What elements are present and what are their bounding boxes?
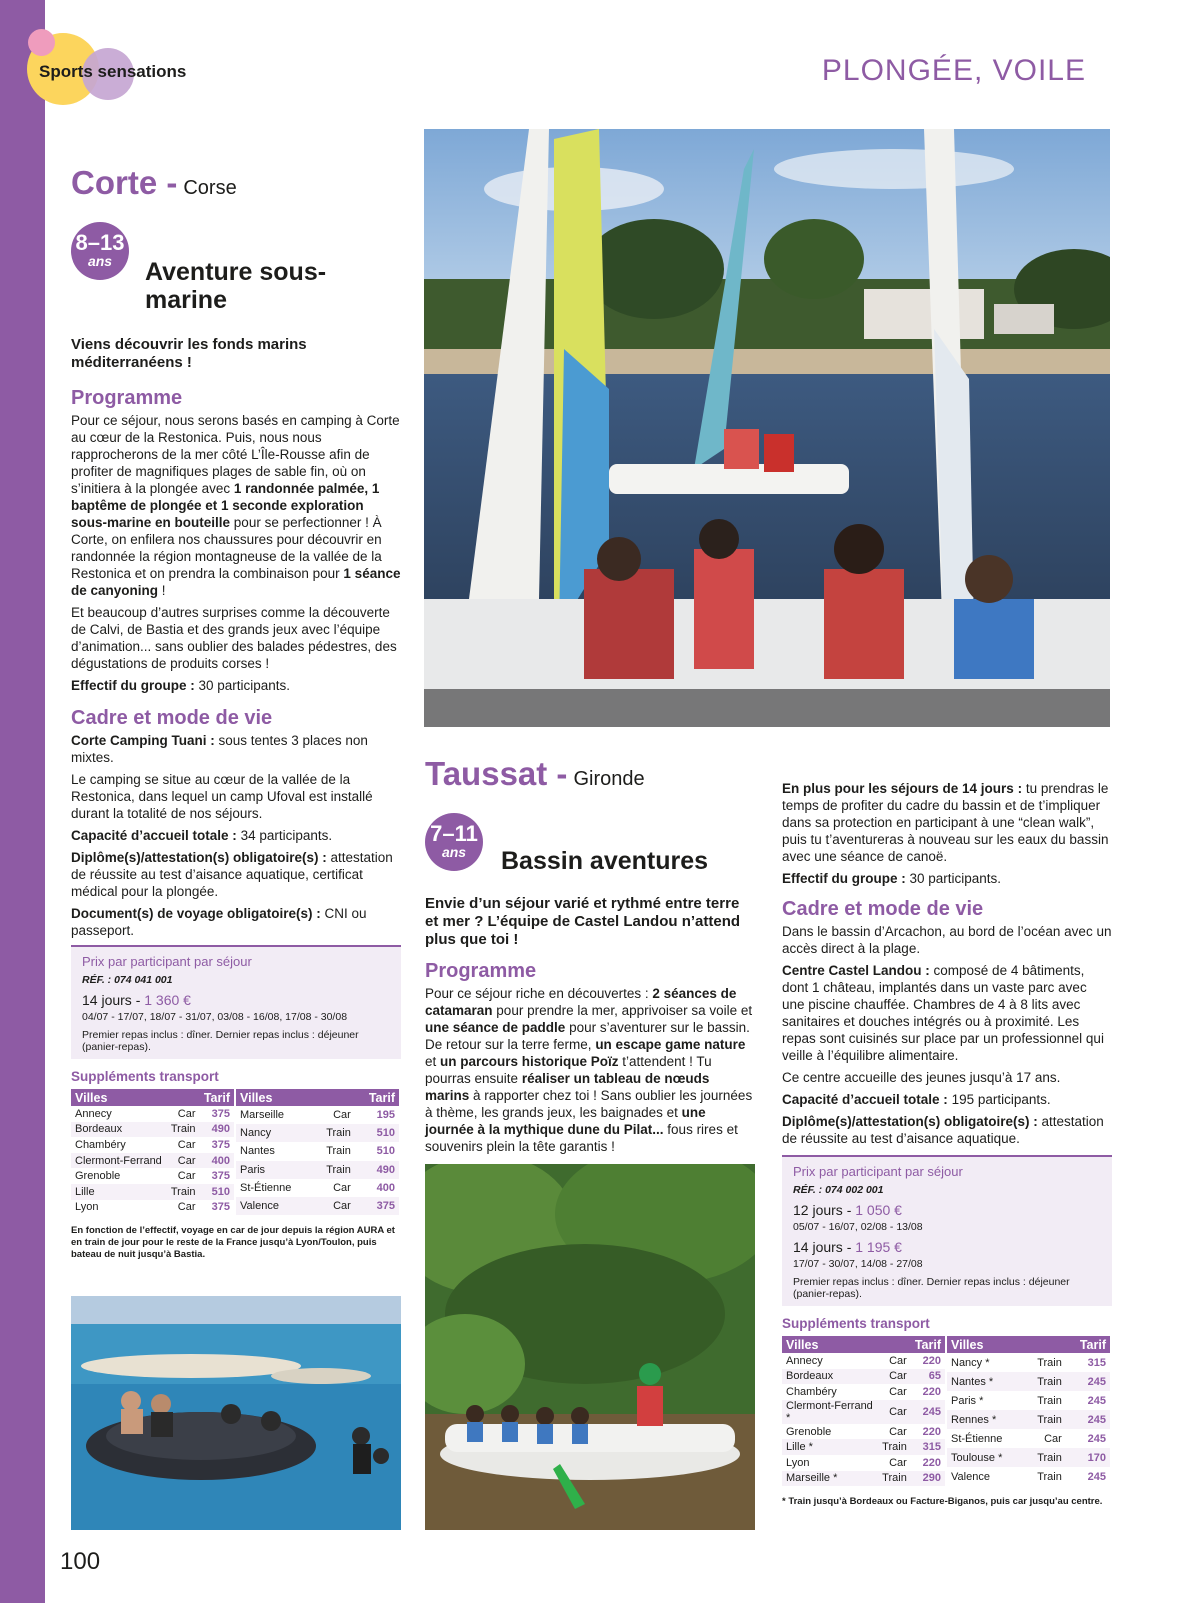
age-badge bbox=[71, 222, 129, 280]
cell-mode: Car bbox=[177, 1138, 196, 1151]
category-label: Sports sensations bbox=[39, 62, 187, 81]
cell-price: 290 bbox=[911, 1471, 945, 1487]
cell-price: 170 bbox=[1066, 1448, 1110, 1467]
cell-price: 375 bbox=[211, 1201, 230, 1214]
table-row bbox=[236, 1106, 399, 1124]
sailing-photo bbox=[424, 129, 1110, 727]
cell-mode: Train bbox=[326, 1145, 351, 1158]
cell-city: Chambéry bbox=[75, 1138, 126, 1151]
col-header-price: Tarif bbox=[1066, 1336, 1110, 1353]
group-label: Effectif du groupe : bbox=[782, 871, 906, 886]
cell-price: 510 bbox=[355, 1124, 399, 1142]
age-unit: ans bbox=[441, 844, 467, 860]
centre-age-note: Ce centre accueille des jeunes jusqu’à 17 ans. bbox=[782, 1070, 1061, 1085]
transport-title: Suppléments transport bbox=[71, 1069, 219, 1084]
cell-city: Lille bbox=[71, 1184, 167, 1200]
offer-price: 1 195 € bbox=[855, 1239, 902, 1255]
cell-city: Valence bbox=[236, 1197, 313, 1215]
page-number: 100 bbox=[60, 1548, 101, 1575]
cell-city: Toulouse * bbox=[947, 1448, 1024, 1467]
cell-mode: Car bbox=[333, 1109, 351, 1122]
cadre-heading: Cadre et mode de vie bbox=[71, 707, 273, 729]
table-row bbox=[236, 1124, 399, 1142]
destination-title-taussat bbox=[425, 756, 755, 797]
table-row bbox=[782, 1369, 945, 1385]
cell-price: 510 bbox=[200, 1184, 234, 1200]
cell-city: Paris * bbox=[951, 1394, 984, 1407]
cell-price: 245 bbox=[1087, 1432, 1106, 1445]
cell-mode: Train bbox=[1024, 1372, 1066, 1391]
cell-price: 375 bbox=[211, 1107, 230, 1120]
capacity-value: 34 participants. bbox=[236, 828, 333, 843]
cell-city: Annecy bbox=[75, 1107, 112, 1120]
cell-mode: Car bbox=[889, 1385, 907, 1398]
offer-dates: 17/07 - 30/07, 14/08 - 27/08 bbox=[793, 1258, 923, 1270]
cell-mode: Car bbox=[177, 1107, 196, 1120]
cell-mode: Train bbox=[1037, 1470, 1062, 1483]
cell-city: Valence bbox=[951, 1470, 990, 1483]
cell-city: Lille * bbox=[782, 1439, 878, 1455]
transport-table-right bbox=[947, 1336, 1110, 1486]
cell-city: Nantes bbox=[240, 1145, 275, 1158]
cell-city: Bordeaux bbox=[71, 1122, 167, 1138]
table-row bbox=[71, 1122, 234, 1138]
destination-region: Gironde bbox=[573, 768, 645, 790]
transport-tables bbox=[71, 1089, 401, 1215]
cell-price: 375 bbox=[355, 1197, 399, 1215]
badge-circle-pink bbox=[28, 29, 55, 56]
cell-mode: Car bbox=[333, 1181, 351, 1194]
offer-duration: 14 jours - bbox=[82, 992, 145, 1008]
cell-mode: Car bbox=[313, 1197, 355, 1215]
programme-heading: Programme bbox=[71, 387, 183, 409]
cell-city: Annecy bbox=[786, 1354, 823, 1367]
table-row bbox=[71, 1137, 234, 1153]
table-row bbox=[947, 1391, 1110, 1410]
capacity-label: Capacité d’accueil totale : bbox=[71, 828, 237, 843]
cell-city: Rennes * bbox=[947, 1410, 1024, 1429]
table-row bbox=[947, 1429, 1110, 1448]
centre-value: composé de 4 bâtiments, dont 1 château, implantés dans un vaste parc avec une piscine chauffée. Chambres de 4 à 8 lits avec sanitaires et douches intégrés ou à proximité. Les repas sont cuisinés sur place par un professionnel qui veille à l’équilibre alimentaire. bbox=[782, 963, 1104, 1063]
table-row bbox=[782, 1471, 945, 1487]
cell-city: Clermont-Ferrand * bbox=[782, 1400, 878, 1424]
cell-price: 245 bbox=[1087, 1470, 1106, 1483]
cell-city: Marseille * bbox=[782, 1471, 878, 1487]
price-offer bbox=[793, 1239, 1104, 1255]
cell-mode: Train bbox=[313, 1161, 355, 1179]
table-row bbox=[71, 1106, 234, 1122]
price-box bbox=[71, 945, 401, 1059]
programme-text: Pour ce séjour riche en découvertes : 2 séances de catamaran pour prendre la mer, apprivoiser sa voile et une séance de paddle pour s’aventurer sur le bassin. De retour sur la terre ferme, un escape game nature et un parcours historique Poïz t’attendent ! Tu pourras ensuite réaliser un tableau de nœuds marins à rapporter chez toi ! Sans oublier les journées à thème, les grands jeux, les baignades et une journée à la mythique dune du Pilat... fous rires et souvenirs plein la tête garantis ! bbox=[425, 986, 753, 1154]
cell-mode: Train bbox=[878, 1471, 911, 1487]
stay-title: Bassin aventures bbox=[501, 847, 709, 875]
price-title: Prix par participant par séjour bbox=[82, 954, 252, 969]
cell-city: Nancy bbox=[236, 1124, 313, 1142]
cell-mode: Car bbox=[177, 1170, 196, 1183]
cadre-description: Dans le bassin d’Arcachon, au bord de l’océan avec un accès direct à la plage. bbox=[782, 924, 1112, 956]
cell-price: 490 bbox=[200, 1122, 234, 1138]
cell-city: Clermont-Ferrand bbox=[71, 1153, 167, 1169]
price-title: Prix par participant par séjour bbox=[793, 1164, 963, 1179]
table-row bbox=[71, 1184, 234, 1200]
cell-price: 245 bbox=[1066, 1372, 1110, 1391]
cell-price: 510 bbox=[376, 1145, 395, 1158]
cell-city: Grenoble bbox=[75, 1170, 121, 1183]
cell-city: Chambéry bbox=[786, 1385, 837, 1398]
diploma-label: Diplôme(s)/attestation(s) obligatoire(s) : bbox=[782, 1114, 1038, 1129]
destination-region: Corse bbox=[183, 177, 237, 199]
cell-mode: Car bbox=[177, 1201, 196, 1214]
cell-price: 220 bbox=[922, 1425, 941, 1438]
cell-price: 315 bbox=[1087, 1356, 1106, 1369]
cell-price: 220 bbox=[922, 1456, 941, 1469]
price-ref: RÉF. : 074 002 001 bbox=[793, 1184, 884, 1196]
col-header-price: Tarif bbox=[911, 1336, 945, 1353]
offer-price: 1 050 € bbox=[855, 1202, 902, 1218]
table-row bbox=[71, 1200, 234, 1216]
cell-mode: Train bbox=[878, 1439, 911, 1455]
cell-mode: Car bbox=[1044, 1432, 1062, 1445]
offer-duration: 12 jours - bbox=[793, 1202, 856, 1218]
cell-mode: Car bbox=[889, 1425, 907, 1438]
table-row bbox=[782, 1400, 945, 1424]
age-range: 7–11 bbox=[430, 821, 478, 846]
age-range: 8–13 bbox=[75, 230, 125, 255]
cell-city: Paris bbox=[236, 1161, 313, 1179]
camp-label: Corte Camping Tuani : bbox=[71, 733, 215, 748]
cell-price: 220 bbox=[922, 1385, 941, 1398]
cell-city: St-Étienne bbox=[240, 1181, 292, 1194]
col-header-cities: Villes bbox=[782, 1336, 911, 1353]
price-box bbox=[782, 1155, 1112, 1306]
cell-city: Bordeaux bbox=[782, 1369, 878, 1385]
cell-mode: Train bbox=[167, 1184, 200, 1200]
camp-value: sous tentes 3 places non mixtes. bbox=[71, 733, 368, 765]
offer-dates: 04/07 - 17/07, 18/07 - 31/07, 03/08 - 16/08, 17/08 - 30/08 bbox=[82, 1011, 348, 1023]
transport-table-left bbox=[782, 1336, 945, 1486]
cell-price: 375 bbox=[211, 1170, 230, 1183]
programme-text: Pour ce séjour, nous serons basés en camping à Corte au cœur de la Restonica. Puis, nous nous rapprocherons de la mer côté L’Île-Rousse afin de profiter de magnifiques plages de sable fin, où on s’initiera à la plongée avec 1 randonnée palmée, 1 baptême de plongée et 1 seconde exploration sous-marine en bouteille pour se perfectionner ! À Corte, on enfilera nos chaussures pour découvrir en randonnée la région montagneuse de la vallée de la Restonica et on prendra la combinaison pour 1 séance de canyoning ! bbox=[71, 413, 401, 598]
cell-mode: Car bbox=[889, 1354, 907, 1367]
section-title: PLONGÉE, VOILE bbox=[821, 54, 1086, 87]
category-badge bbox=[25, 26, 225, 110]
cadre-heading: Cadre et mode de vie bbox=[782, 898, 984, 920]
table-row bbox=[71, 1168, 234, 1184]
stay-intro: Envie d’un séjour varié et rythmé entre terre et mer ? L’équipe de Castel Landou n’attend plus que toi ! bbox=[425, 895, 741, 948]
cell-city: Grenoble bbox=[786, 1425, 832, 1438]
programme-heading: Programme bbox=[425, 960, 537, 982]
cell-price: 490 bbox=[355, 1161, 399, 1179]
table-row bbox=[947, 1353, 1110, 1372]
group-value: 30 participants. bbox=[905, 871, 1002, 886]
col-header-cities: Villes bbox=[947, 1336, 1066, 1353]
stay-title: Aventure sous-marine bbox=[145, 258, 327, 314]
transport-table-left bbox=[71, 1089, 234, 1215]
transport-note: En fonction de l’effectif, voyage en car de jour depuis la région AURA et en train de jour pour le reste de la France jusqu’à Lyon/Toulon, puis bateau de nuit jusqu’à Bastia. bbox=[71, 1225, 395, 1261]
cell-price: 315 bbox=[911, 1439, 945, 1455]
cell-mode: Train bbox=[313, 1124, 355, 1142]
cell-mode: Train bbox=[1024, 1410, 1066, 1429]
canoe-photo bbox=[425, 1164, 755, 1530]
taussat-column bbox=[425, 756, 755, 1160]
group-value: 30 participants. bbox=[194, 678, 291, 693]
transport-title: Suppléments transport bbox=[782, 1316, 930, 1331]
cell-city: Lyon bbox=[786, 1456, 810, 1469]
camp-description: Le camping se situe au cœur de la vallée de la Restonica, dans lequel un camp Ufoval est installé durant la totalité de nos séjours. bbox=[71, 772, 373, 821]
table-row bbox=[236, 1142, 399, 1160]
offer-dates: 05/07 - 16/07, 02/08 - 13/08 bbox=[793, 1221, 923, 1233]
centre-label: Centre Castel Landou : bbox=[782, 963, 930, 978]
cell-price: 400 bbox=[376, 1181, 395, 1194]
col-header-cities: Villes bbox=[236, 1089, 355, 1106]
age-unit: ans bbox=[87, 253, 113, 269]
table-row bbox=[947, 1372, 1110, 1391]
extra-14-days: En plus pour les séjours de 14 jours : tu prendras le temps de profiter du cadre du bassin et de t’impliquer dans sa protection en participant à une “clean walk”, puis tu t’aventureras à nouveau sur les eaux du bassin avec une séance de canoë. bbox=[782, 781, 1109, 864]
cell-price: 220 bbox=[922, 1354, 941, 1367]
destination-title-corte bbox=[71, 165, 401, 206]
programme-extra: Et beaucoup d’autres surprises comme la découverte de Calvi, de Bastia et des grands jeux avec l’équipe d’animation... sans oublier des balades pédestres, des dégustations de produits corses ! bbox=[71, 605, 397, 671]
table-row bbox=[236, 1179, 399, 1197]
col-header-price: Tarif bbox=[200, 1089, 234, 1106]
table-row bbox=[782, 1455, 945, 1471]
transport-table-right bbox=[236, 1089, 399, 1215]
diving-photo bbox=[71, 1296, 401, 1530]
cell-mode: Train bbox=[1037, 1356, 1062, 1369]
taussat-column-2 bbox=[782, 780, 1112, 1508]
capacity-value: 195 participants. bbox=[947, 1092, 1051, 1107]
corte-column bbox=[71, 165, 401, 1261]
table-row bbox=[947, 1467, 1110, 1486]
table-row bbox=[947, 1410, 1110, 1429]
group-label: Effectif du groupe : bbox=[71, 678, 195, 693]
cell-price: 65 bbox=[911, 1369, 945, 1385]
cell-price: 375 bbox=[211, 1138, 230, 1151]
offer-price: 1 360 € bbox=[144, 992, 191, 1008]
cell-mode: Car bbox=[878, 1400, 911, 1424]
price-offer bbox=[82, 992, 393, 1008]
diploma-value: attestation de réussite au test d’aisance aquatique, certificat médical pour la plongée. bbox=[71, 850, 393, 899]
stay-intro: Viens découvrir les fonds marins méditerranéens ! bbox=[71, 336, 307, 371]
meal-note: Premier repas inclus : dîner. Dernier repas inclus : déjeuner (panier-repas). bbox=[82, 1029, 359, 1053]
transport-tables bbox=[782, 1336, 1112, 1486]
cell-mode: Car bbox=[889, 1456, 907, 1469]
cell-mode: Train bbox=[167, 1122, 200, 1138]
documents-value: CNI ou passeport. bbox=[71, 906, 367, 938]
cell-mode: Car bbox=[167, 1153, 200, 1169]
cell-price: 245 bbox=[1087, 1394, 1106, 1407]
cell-mode: Train bbox=[1024, 1448, 1066, 1467]
price-offer bbox=[793, 1202, 1104, 1218]
cell-city: St-Étienne bbox=[951, 1432, 1003, 1445]
capacity-label: Capacité d’accueil totale : bbox=[782, 1092, 948, 1107]
cell-city: Lyon bbox=[75, 1201, 99, 1214]
diploma-value: attestation de réussite au test d’aisance aquatique. bbox=[782, 1114, 1104, 1146]
table-row bbox=[947, 1448, 1110, 1467]
meal-note: Premier repas inclus : dîner. Dernier repas inclus : déjeuner (panier-repas). bbox=[793, 1276, 1070, 1300]
cell-price: 245 bbox=[1066, 1410, 1110, 1429]
cell-city: Nantes * bbox=[947, 1372, 1024, 1391]
side-stripe bbox=[0, 0, 45, 1603]
table-row bbox=[236, 1197, 399, 1215]
table-row bbox=[782, 1424, 945, 1440]
table-row bbox=[782, 1384, 945, 1400]
col-header-cities: Villes bbox=[71, 1089, 200, 1106]
cell-price: 245 bbox=[911, 1400, 945, 1424]
table-row bbox=[236, 1161, 399, 1179]
cell-mode: Train bbox=[1037, 1394, 1062, 1407]
cell-mode: Car bbox=[878, 1369, 911, 1385]
documents-label: Document(s) de voyage obligatoire(s) : bbox=[71, 906, 321, 921]
cell-price: 195 bbox=[376, 1109, 395, 1122]
table-row bbox=[782, 1439, 945, 1455]
cell-city: Marseille bbox=[240, 1109, 285, 1122]
price-ref: RÉF. : 074 041 001 bbox=[82, 974, 173, 986]
col-header-price: Tarif bbox=[355, 1089, 399, 1106]
age-badge bbox=[425, 813, 483, 871]
destination-name: Corte - bbox=[71, 164, 178, 201]
destination-name: Taussat - bbox=[425, 755, 568, 792]
table-row bbox=[71, 1153, 234, 1169]
cell-city: Nancy * bbox=[951, 1356, 990, 1369]
offer-duration: 14 jours - bbox=[793, 1239, 856, 1255]
table-row bbox=[782, 1353, 945, 1369]
diploma-label: Diplôme(s)/attestation(s) obligatoire(s) : bbox=[71, 850, 327, 865]
cell-price: 400 bbox=[200, 1153, 234, 1169]
transport-note: * Train jusqu’à Bordeaux ou Facture-Biganos, puis car jusqu’au centre. bbox=[782, 1496, 1103, 1508]
